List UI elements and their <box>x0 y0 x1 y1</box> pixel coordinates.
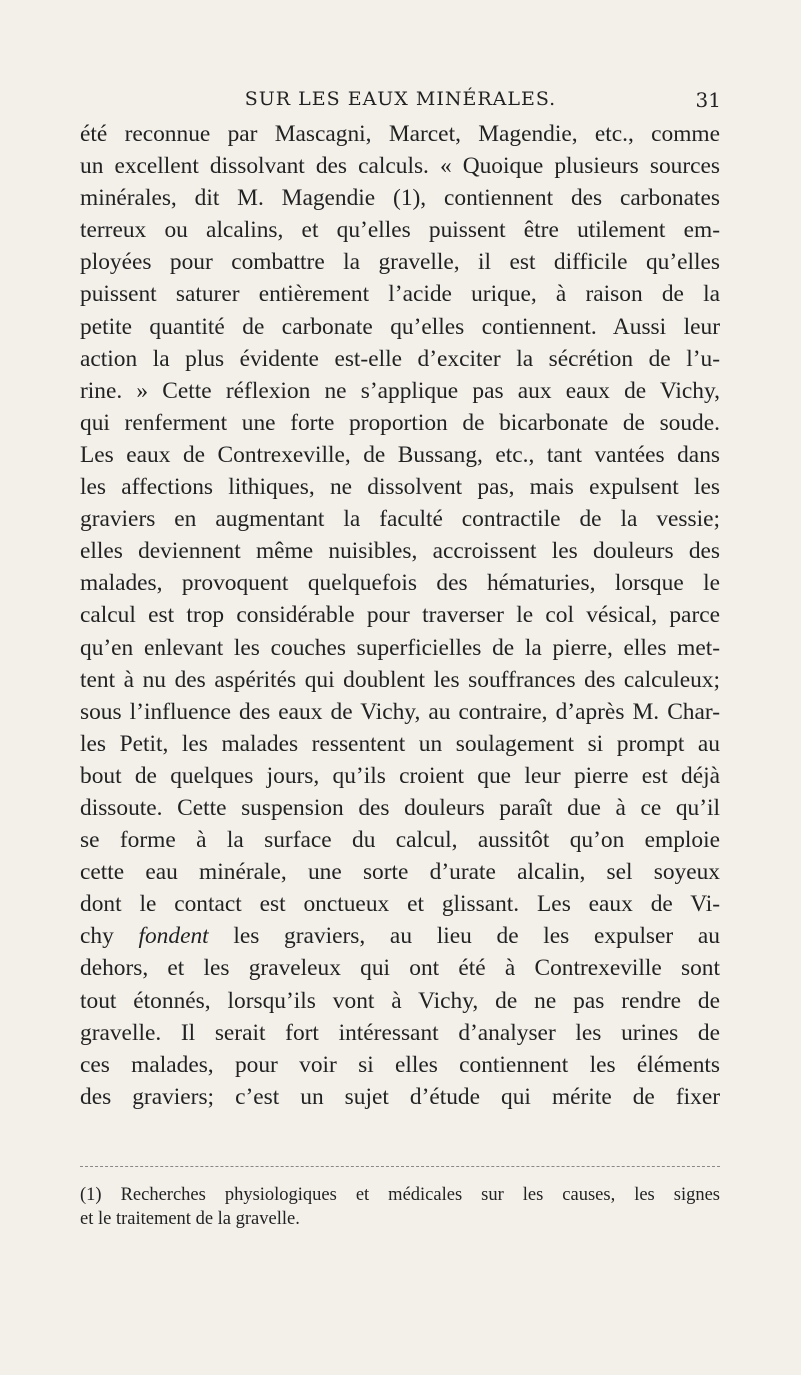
text-line: tout étonnés, lorsqu’ils vont à Vichy, de ne pas rendre de <box>80 987 720 1014</box>
text-line: gravelle. Il serait fort intéressant d’analyser les urines de <box>80 1019 720 1046</box>
text-line: terreux ou alcalins, et qu’elles puissent être utilement em- <box>80 217 720 244</box>
page-number: 31 <box>695 88 721 112</box>
running-title: SUR LES EAUX MINÉRALES. <box>244 88 557 110</box>
text-line: se forme à la surface du calcul, aussitôt qu’on emploie <box>80 827 720 854</box>
text-line: ces malades, pour voir si elles contiennent les éléments <box>80 1051 720 1078</box>
text-line: tent à nu des aspérités qui doublent les souffrances des calculeux; <box>80 666 720 693</box>
text-line: dont le contact est onctueux et glissant. Les eaux de Vi- <box>80 891 720 918</box>
footnote-line: (1) Recherches physiologiques et médicales sur les causes, les signes <box>80 1185 720 1205</box>
text-line: petite quantité de carbonate qu’elles contiennent. Aussi leur <box>80 313 720 340</box>
footnote-line: et le traitement de la gravelle. <box>80 1209 300 1229</box>
text-line: cette eau minérale, une sorte d’urate alcalin, sel soyeux <box>80 859 720 886</box>
text-line: des graviers; c’est un sujet d’étude qui mérite de fixer <box>80 1083 720 1110</box>
text-line: elles deviennent même nuisibles, accroissent les douleurs des <box>80 538 720 565</box>
text-line: les affections lithiques, ne dissolvent pas, mais expulsent les <box>80 474 720 501</box>
text-line: puissent saturer entièrement l’acide urique, à raison de la <box>80 281 720 308</box>
text-line: les Petit, les malades ressentent un soulagement si prompt au <box>80 730 720 757</box>
italic-word: fondent <box>138 923 209 950</box>
text-line: graviers en augmentant la faculté contractile de la vessie; <box>80 506 720 533</box>
text-line: minérales, dit M. Magendie (1), contiennent des carbonates <box>80 185 720 212</box>
text-line: un excellent dissolvant des calculs. « Quoique plusieurs sources <box>80 153 720 180</box>
text-line: qui renferment une forte proportion de bicarbonate de soude. <box>80 409 720 436</box>
text-line: Les eaux de Contrexeville, de Bussang, etc., tant vantées dans <box>80 441 720 468</box>
text-line-with-italic <box>80 920 720 952</box>
text-line: qu’en enlevant les couches superficielles de la pierre, elles met- <box>80 634 720 661</box>
text-line: été reconnue par Mascagni, Marcet, Magendie, etc., comme <box>80 121 720 147</box>
text-line: dehors, et les graveleux qui ont été à Contrexeville sont <box>80 955 720 982</box>
body-text <box>80 118 720 1113</box>
footnote <box>80 1183 720 1231</box>
text-line: malades, provoquent quelquefois des hématuries, lorsque le <box>80 570 720 597</box>
text-line: sous l’influence des eaux de Vichy, au contraire, d’après M. Char- <box>80 698 720 725</box>
line-segment: les graviers, au lieu de les expulser au <box>208 923 720 950</box>
line-segment: chy <box>80 923 139 950</box>
text-line: dissoute. Cette suspension des douleurs paraît due à ce qu’il <box>80 794 720 821</box>
text-line: bout de quelques jours, qu’ils croient que leur pierre est déjà <box>80 762 720 789</box>
text-line: rine. » Cette réflexion ne s’applique pas aux eaux de Vichy, <box>80 377 720 404</box>
text-line: calcul est trop considérable pour traverser le col vésical, parce <box>80 602 720 629</box>
text-line: action la plus évidente est-elle d’exciter la sécrétion de l’u- <box>80 345 720 372</box>
footnote-divider <box>80 1166 720 1167</box>
page-header <box>0 88 801 118</box>
text-line: ployées pour combattre la gravelle, il est difficile qu’elles <box>80 249 720 276</box>
